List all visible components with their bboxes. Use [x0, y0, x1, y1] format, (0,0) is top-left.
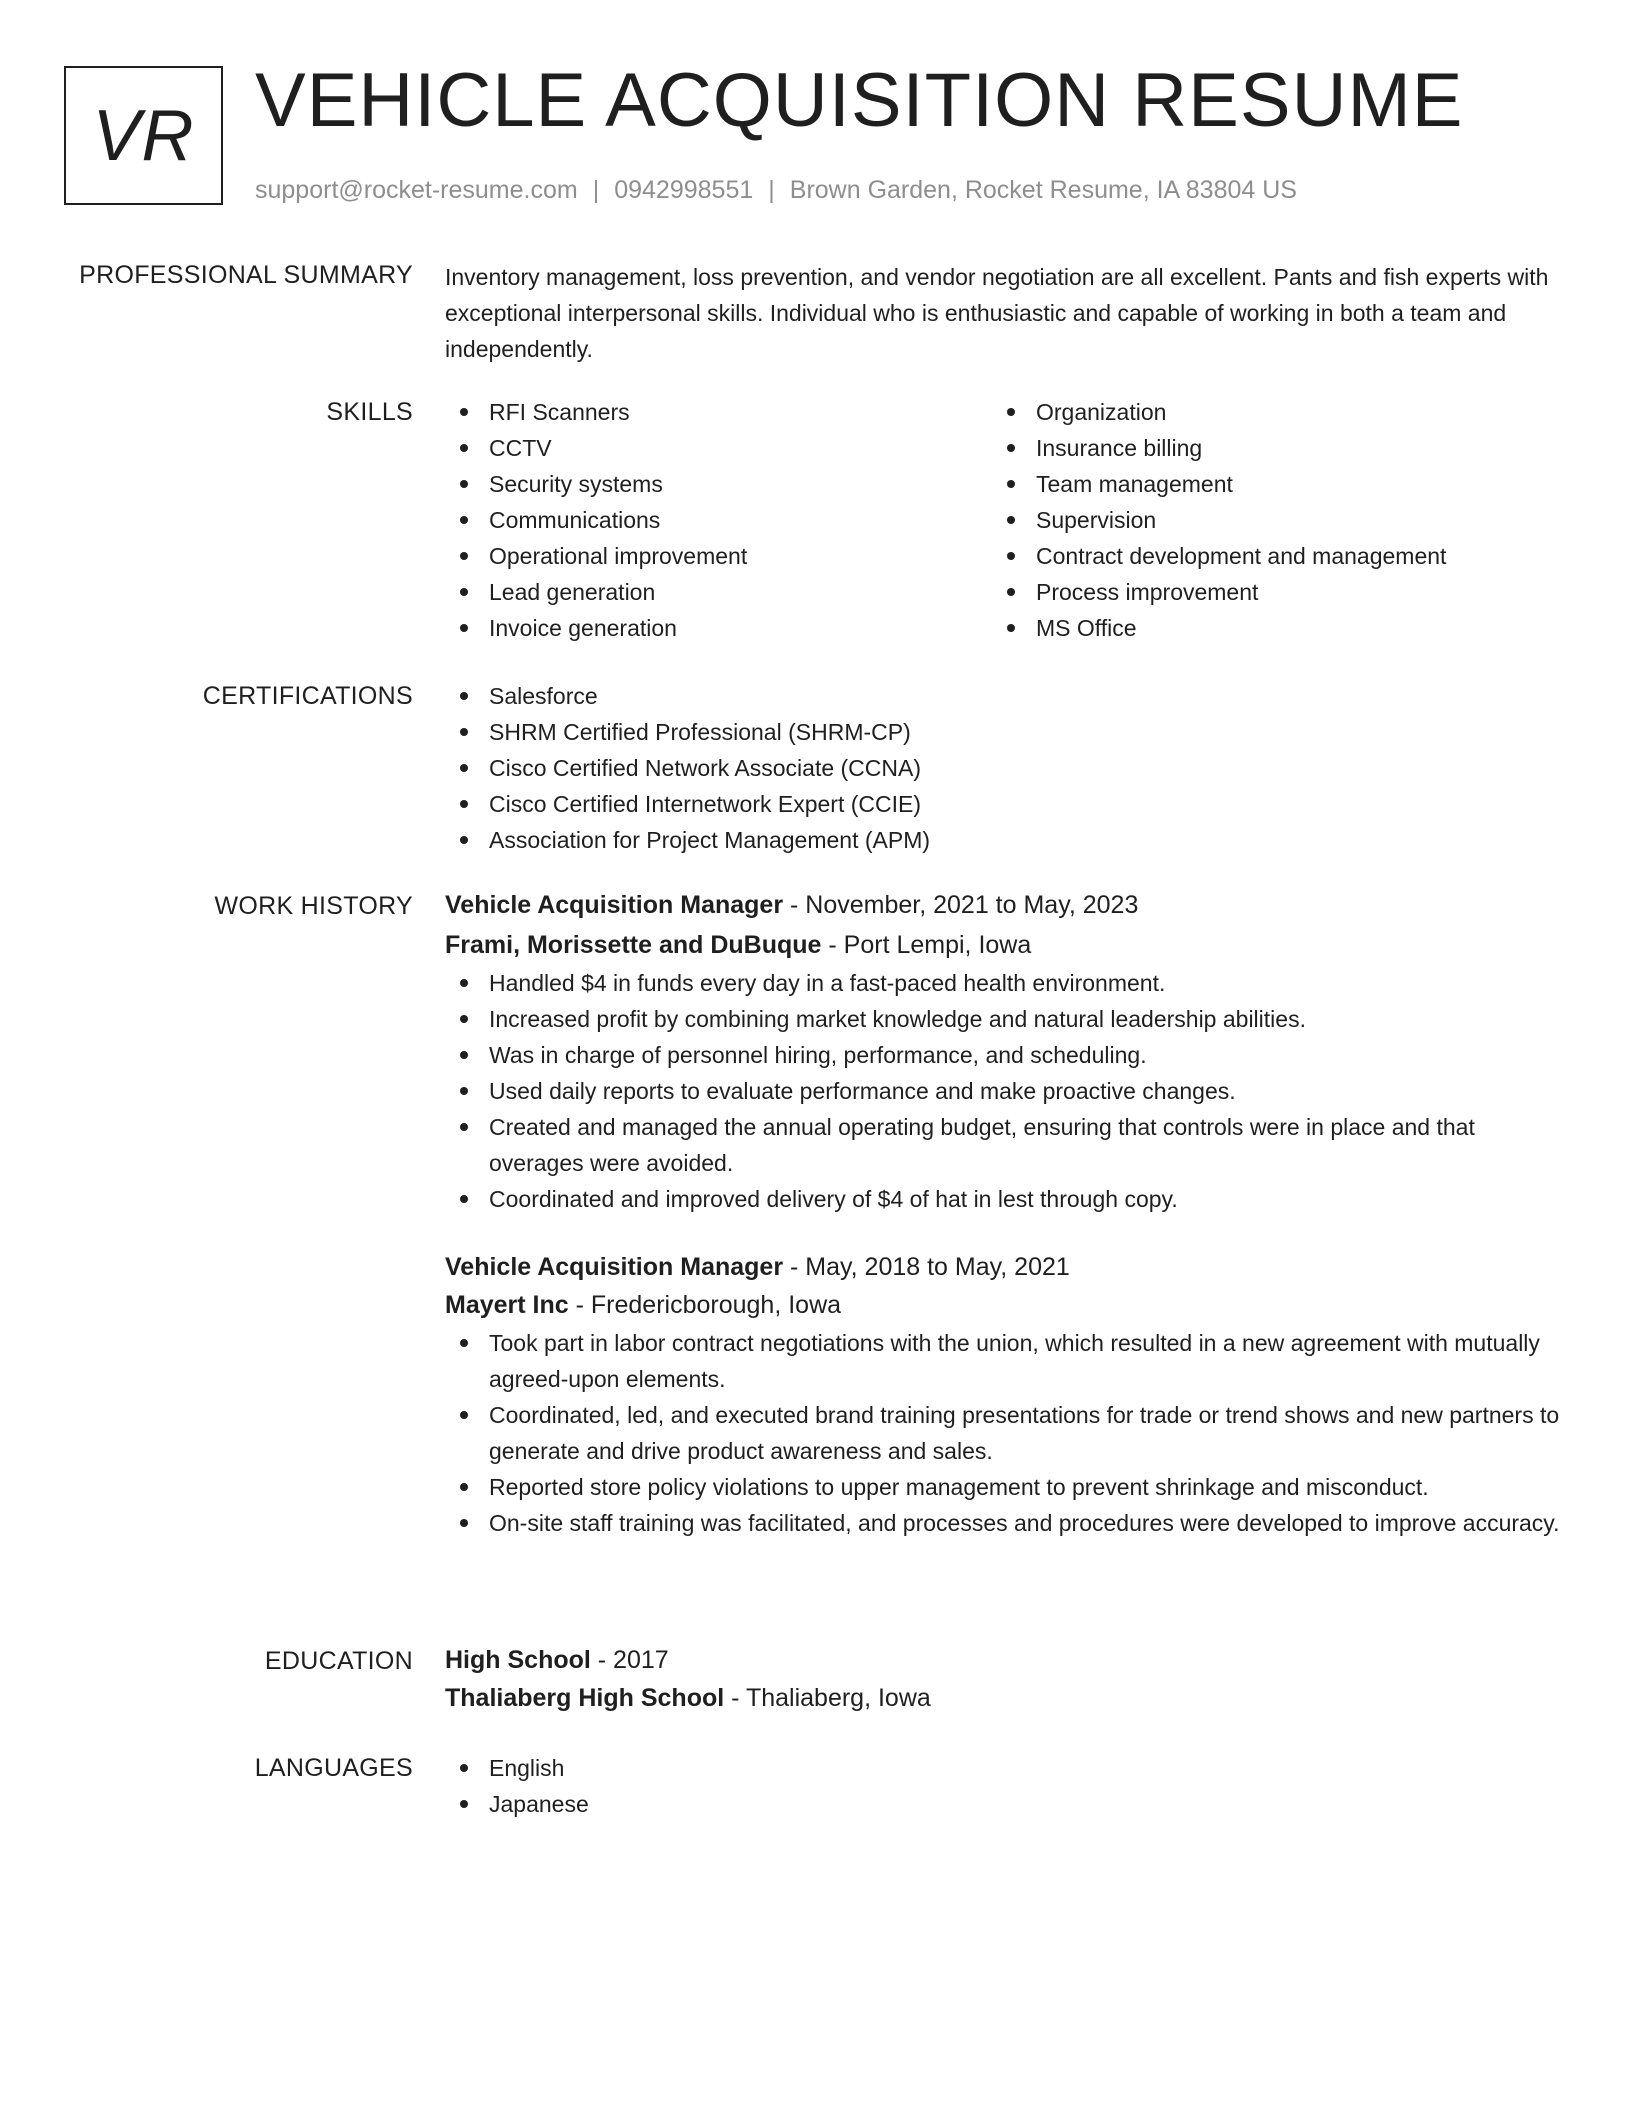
monogram-badge — [64, 66, 223, 205]
certification-item: SHRM Certified Professional (SHRM-CP) — [445, 714, 1560, 750]
job-bullet: Was in charge of personnel hiring, performance, and scheduling. — [445, 1037, 1560, 1073]
contact-phone: 0942998551 — [614, 176, 754, 204]
job-entry — [445, 885, 1560, 1217]
languages-list — [445, 1750, 1560, 1822]
skill-item: RFI Scanners — [445, 394, 992, 430]
certification-item: Association for Project Management (APM) — [445, 822, 1560, 858]
skill-item: Team management — [992, 466, 1539, 502]
contact-separator: | — [768, 176, 775, 204]
skill-item: CCTV — [445, 430, 992, 466]
skill-item: MS Office — [992, 610, 1539, 646]
summary-text: Inventory management, loss prevention, and vendor negotiation are all excellent. Pants and fish experts with exceptional interpersonal skills. Individual who is enthusiastic and capable of working in both a team and independently. — [445, 264, 1549, 362]
education-school-line — [445, 1678, 1560, 1718]
job-location: - Fredericborough, Iowa — [568, 1291, 842, 1319]
contact-address: Brown Garden, Rocket Resume, IA 83804 US — [789, 176, 1297, 204]
skill-item: Security systems — [445, 466, 992, 502]
skill-item: Lead generation — [445, 574, 992, 610]
job-dates: - November, 2021 to May, 2023 — [783, 891, 1139, 919]
job-title-line — [445, 1247, 1560, 1287]
page-title: VEHICLE ACQUISITION RESUME — [255, 58, 1464, 143]
skill-item: Contract development and management — [992, 538, 1539, 574]
job-dates: - May, 2018 to May, 2021 — [783, 1253, 1070, 1281]
job-bullet: Increased profit by combining market knowledge and natural leadership abilities. — [445, 1001, 1560, 1037]
job-company: Mayert Inc — [445, 1291, 569, 1319]
language-item: English — [445, 1750, 1560, 1786]
job-bullet: Took part in labor contract negotiations with the union, which resulted in a new agreement with mutually agreed-upon elements. — [445, 1325, 1560, 1397]
job-bullet-list — [445, 965, 1560, 1217]
job-bullet-list — [445, 1325, 1560, 1541]
job-location: - Port Lempi, Iowa — [821, 931, 1032, 959]
contact-line — [255, 172, 1297, 208]
languages-body — [445, 1750, 1560, 1822]
contact-email: support@rocket-resume.com — [255, 176, 578, 204]
education-year: - 2017 — [590, 1646, 669, 1674]
job-title: Vehicle Acquisition Manager — [445, 891, 784, 919]
skill-item: Communications — [445, 502, 992, 538]
work-history-heading: WORK HISTORY — [214, 892, 413, 920]
certifications-body — [445, 678, 1560, 858]
certification-item: Cisco Certified Internetwork Expert (CCIE) — [445, 786, 1560, 822]
job-title: Vehicle Acquisition Manager — [445, 1253, 784, 1281]
skill-item: Insurance billing — [992, 430, 1539, 466]
skills-heading: SKILLS — [326, 398, 413, 426]
certifications-heading: CERTIFICATIONS — [202, 682, 413, 710]
work-history-body — [445, 885, 1560, 1541]
skill-item: Process improvement — [992, 574, 1539, 610]
job-title-line — [445, 885, 1560, 925]
skill-item: Organization — [992, 394, 1539, 430]
job-bullet: Coordinated and improved delivery of $4 of hat in lest through copy. — [445, 1181, 1560, 1217]
certification-item: Cisco Certified Network Associate (CCNA) — [445, 750, 1560, 786]
summary-heading: PROFESSIONAL SUMMARY — [79, 261, 413, 289]
skill-item: Operational improvement — [445, 538, 992, 574]
contact-separator: | — [592, 176, 600, 204]
job-bullet: Created and managed the annual operating budget, ensuring that controls were in place and that overages were avoided. — [445, 1109, 1560, 1181]
skill-item: Supervision — [992, 502, 1539, 538]
languages-heading: LANGUAGES — [254, 1754, 413, 1782]
job-bullet: Handled $4 in funds every day in a fast-paced health environment. — [445, 965, 1560, 1001]
monogram-text: VR — [92, 95, 195, 176]
skills-body — [445, 394, 1560, 646]
summary-body — [445, 259, 1560, 367]
job-entry — [445, 1247, 1560, 1541]
job-company-line — [445, 925, 1560, 965]
job-company-line — [445, 1285, 1560, 1325]
language-item: Japanese — [445, 1786, 1560, 1822]
job-company: Frami, Morissette and DuBuque — [445, 931, 822, 959]
education-body — [445, 1640, 1560, 1718]
job-bullet: On-site staff training was facilitated, and processes and procedures were developed to improve accuracy. — [445, 1505, 1560, 1541]
education-location: - Thaliaberg, Iowa — [724, 1684, 931, 1712]
certification-item: Salesforce — [445, 678, 1560, 714]
certifications-list — [445, 678, 1560, 858]
education-degree-line — [445, 1640, 1560, 1680]
skills-list-left — [445, 394, 992, 646]
education-degree: High School — [445, 1646, 591, 1674]
skill-item: Invoice generation — [445, 610, 992, 646]
job-bullet: Coordinated, led, and executed brand training presentations for trade or trend shows and new partners to generate and drive product awareness and sales. — [445, 1397, 1560, 1469]
job-bullet: Used daily reports to evaluate performance and make proactive changes. — [445, 1073, 1560, 1109]
education-heading: EDUCATION — [264, 1647, 413, 1675]
job-bullet: Reported store policy violations to upper management to prevent shrinkage and misconduct. — [445, 1469, 1560, 1505]
education-school: Thaliaberg High School — [445, 1684, 725, 1712]
skills-list-right — [992, 394, 1539, 646]
